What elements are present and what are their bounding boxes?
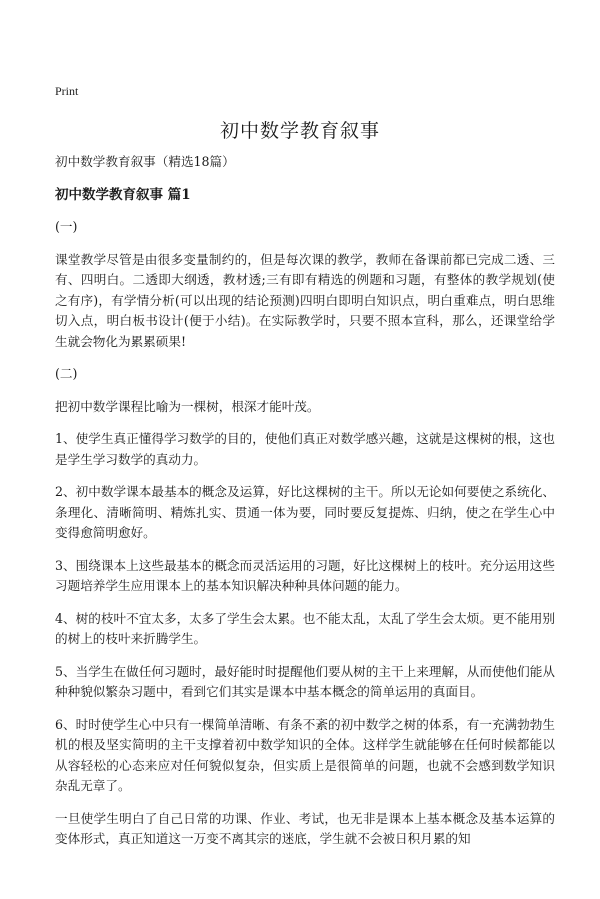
point-paragraph: 1、使学生真正懂得学习数学的目的，使他们真正对数学感兴趣，这就是这棵树的根，这也是学生学习数学的真动力。 [55,431,555,467]
point-paragraph: 6、时时使学生心中只有一棵简单清晰、有条不紊的初中数学之树的体系，有一充满勃勃生机的根及坚实简明的主干支撑着初中数学知识的全体。这样学生就能够在任何时候都能以从容轻松的心态来应对任何貌似复杂，但实质上是很简单的问题，也就不会感到数学知识杂乱无章了。 [55,716,555,793]
closing-paragraph: 一旦使学生明白了自己日常的功课、作业、考试，也无非是课本上基本概念及基本运算的变体形式，真正知道这一万变不离其宗的迷底，学生就不会被日积月累的知 [55,810,555,846]
point-paragraph: 2、初中数学课本最基本的概念及运算，好比这棵树的主干。所以无论如何要使之系统化、条理化、清晰简明、精炼扎实、贯通一体为要，同时要反复提炼、归纳，使之在学生心中变得愈简明愈好。 [55,484,555,540]
print-link[interactable]: Print [55,84,79,98]
section-heading: 初中数学教育叙事 篇1 [55,186,191,203]
part-one-mark: (一) [55,219,78,234]
point-paragraph: 3、围绕课本上这些最基本的概念而灵活运用的习题，好比这棵树上的枝叶。充分运用这些习题培养学生应用课本上的基本知识解决种种具体问题的能力。 [55,557,555,593]
part-two-mark: (二) [55,366,78,381]
document-subtitle: 初中数学教育叙事（精选18篇） [55,154,235,169]
point-paragraph: 5、当学生在做任何习题时，最好能时时提醒他们要从树的主干上来理解，从而使他们能从种种貌似繁杂习题中，看到它们其实是课本中基本概念的简单运用的真面目。 [55,663,555,699]
point-paragraph: 4、树的枝叶不宜太多，太多了学生会太累。也不能太乱，太乱了学生会太烦。更不能用别的树上的枝叶来折腾学生。 [55,610,555,646]
document-title: 初中数学教育叙事 [219,120,380,142]
part-one-paragraph: 课堂教学尽管是由很多变量制约的，但是每次课的教学，教师在备课前都已完成二透、三有、四明白。二透即大纲透，教材透;三有即有精选的例题和习题，有整体的教学规划(使之有序)，有学情分析(可以出现的结论预测)四明白即明白知识点，明白重难点，明白思维切入点，明白板书设计(便于小结)。在实际教学时，只要不照本宣科，那么，还课堂给学生就会物化为累累硕果! [55,251,555,349]
document-body [55,152,555,862]
intro-paragraph: 把初中数学课程比喻为一棵树，根深才能叶茂。 [55,398,320,414]
